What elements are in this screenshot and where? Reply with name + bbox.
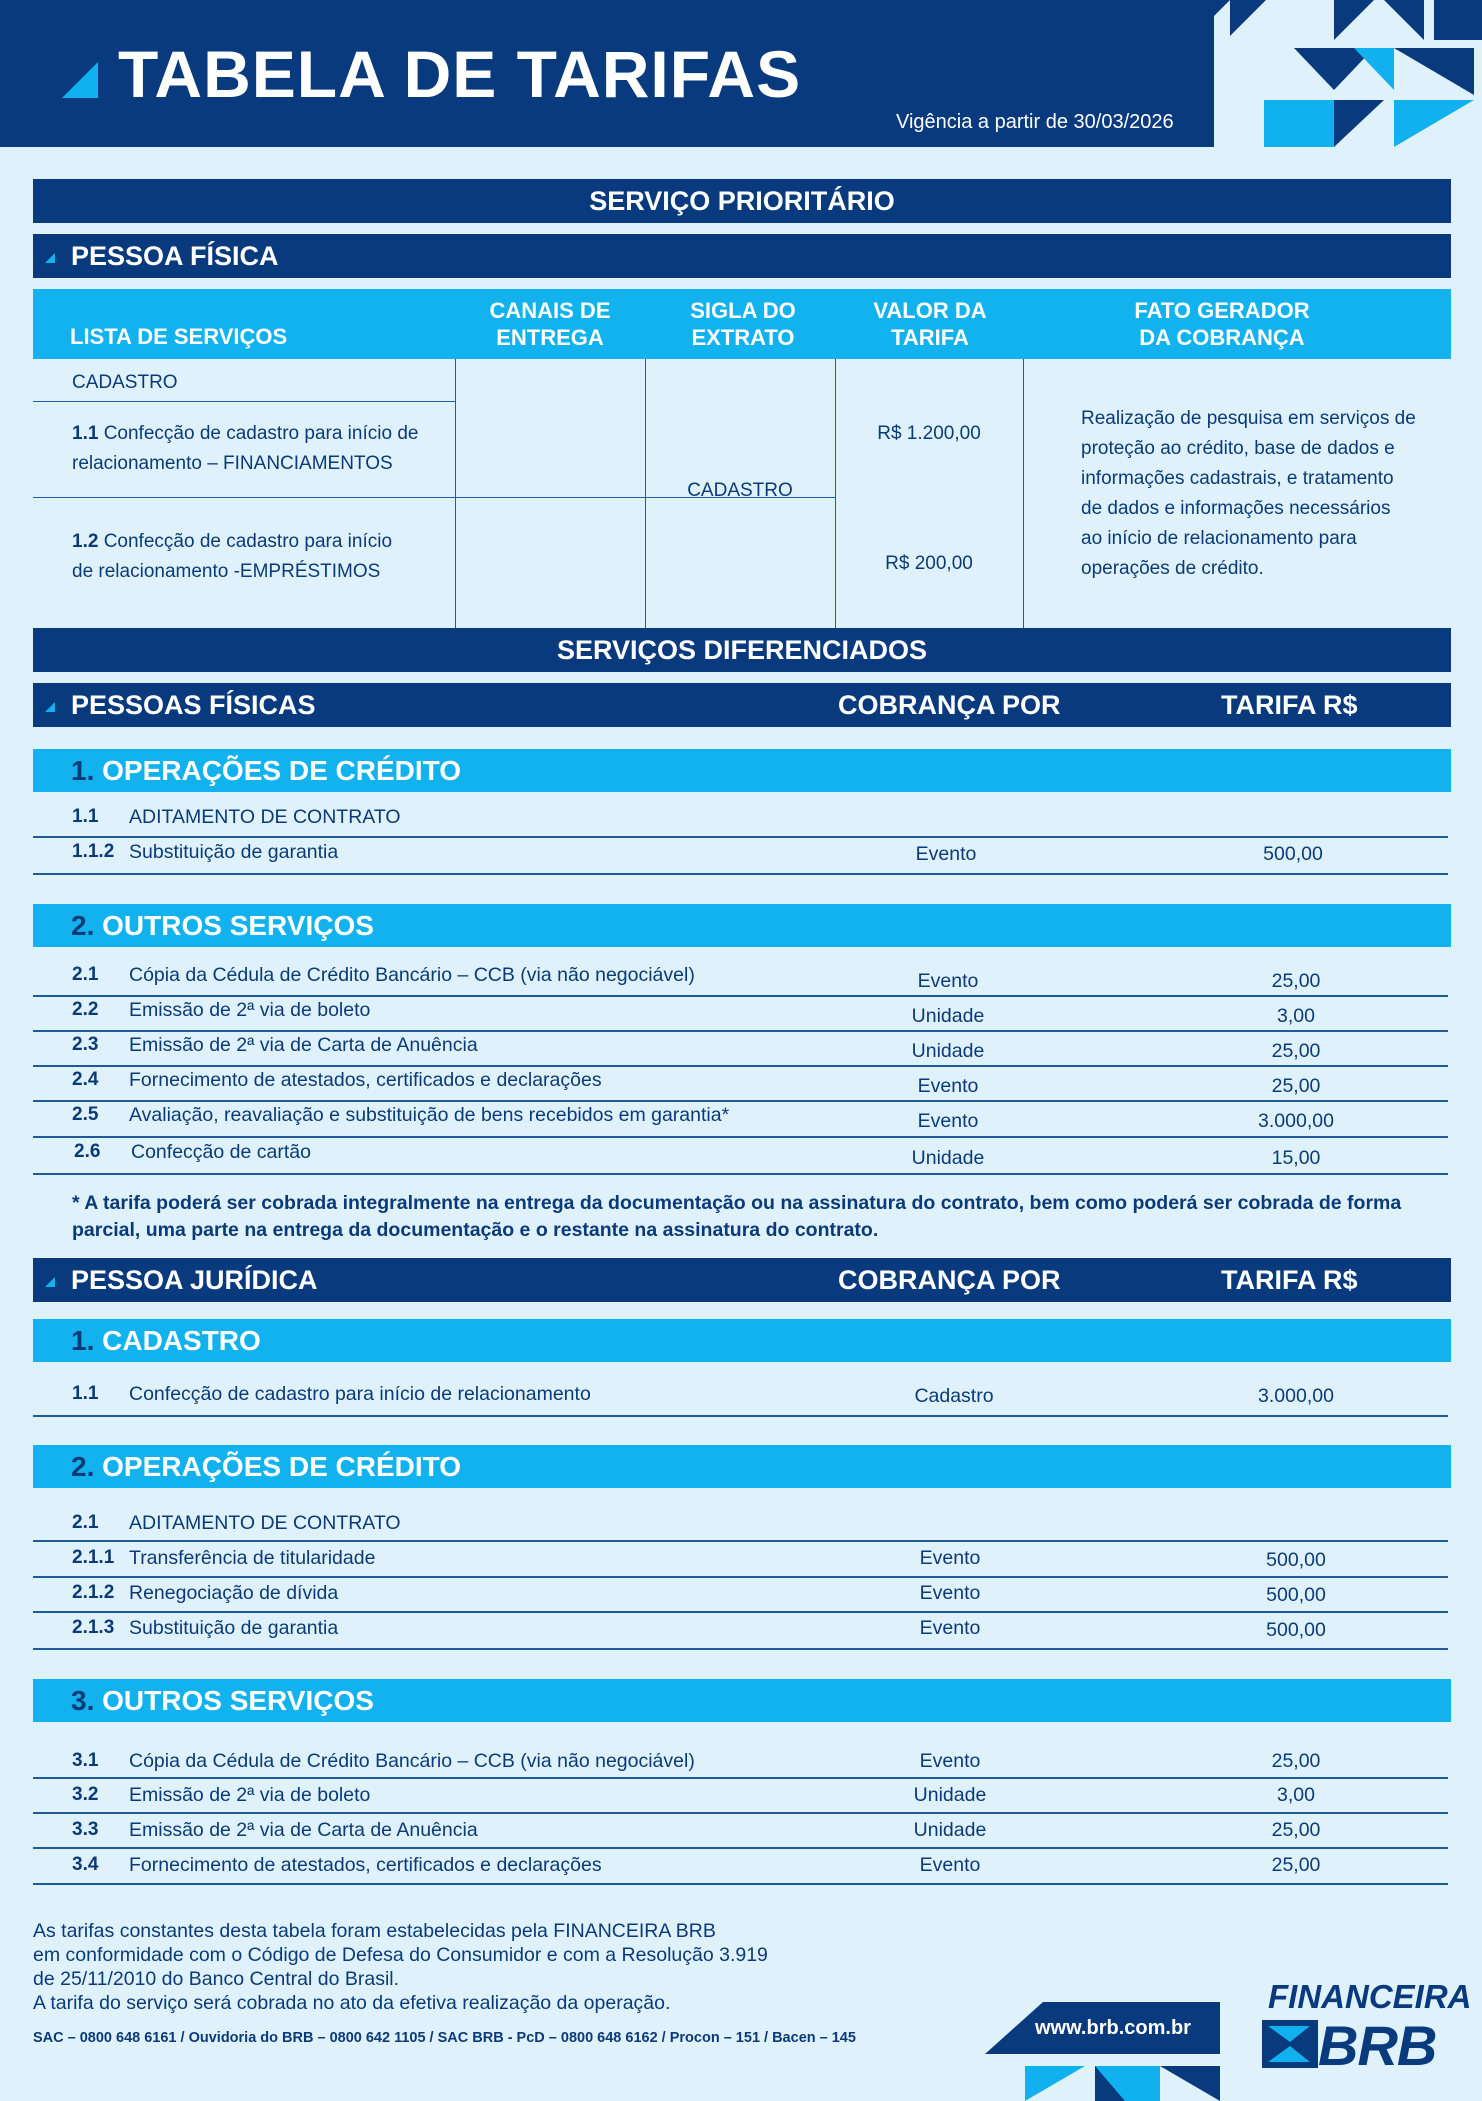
- row-cobranca: Evento: [919, 1854, 981, 1876]
- row-num: 3.1: [72, 1750, 99, 1771]
- row-tarifa: 500,00: [1266, 1584, 1326, 1606]
- row-cobranca: Evento: [917, 1110, 979, 1132]
- segment-label: PESSOA JURÍDICA: [71, 1265, 318, 1295]
- row-cobranca: Unidade: [911, 1147, 985, 1169]
- row-tarifa: 15,00: [1271, 1147, 1321, 1169]
- row-tarifa: 3,00: [1277, 1784, 1315, 1806]
- row-tarifa: 500,00: [1266, 1619, 1326, 1641]
- page-title: TABELA DE TARIFAS: [118, 37, 802, 111]
- col-lista: LISTA DE SERVIÇOS: [70, 324, 288, 349]
- col-cobranca: COBRANÇA POR: [838, 1265, 1061, 1295]
- row-num: 2.4: [72, 1069, 99, 1090]
- triangle-icon: [45, 253, 55, 263]
- row-tarifa: 25,00: [1271, 1040, 1321, 1062]
- prioritario-valor-1: R$ 1.200,00: [877, 423, 981, 444]
- row-desc: Confecção de cadastro para início de relacionamento: [129, 1383, 591, 1405]
- prioritario-fato: Realização de pesquisa em serviços de proteção ao crédito, base de dados e informações cadastrais, e tratamento de dados e informações necessários ao início de relacionamento para operações de crédito.: [1081, 408, 1416, 579]
- triangle-icon: [45, 702, 55, 712]
- section-pj-1: 1. CADASTRO: [33, 1319, 1451, 1362]
- row-cobranca: Evento: [919, 1582, 981, 1604]
- row-cobranca: Evento: [919, 1547, 981, 1569]
- row-tarifa: 25,00: [1271, 1819, 1321, 1841]
- triangle-icon: [62, 62, 98, 98]
- row-cobranca: Evento: [919, 1617, 981, 1639]
- row-desc: Emissão de 2ª via de Carta de Anuência: [129, 1819, 478, 1841]
- prioritario-sigla: CADASTRO: [687, 480, 793, 501]
- website-link[interactable]: www.brb.com.br: [1035, 2017, 1191, 2039]
- col-tarifa: TARIFA R$: [1221, 690, 1358, 720]
- col-tarifa: TARIFA R$: [1221, 1265, 1358, 1295]
- row-num: 2.2: [72, 999, 99, 1020]
- section-pj-3: 3. OUTROS SERVIÇOS: [33, 1679, 1451, 1722]
- footnote: * A tarifa poderá ser cobrada integralmente na entrega da documentação ou na assinatura do contrato, bem como poderá ser cobrada de forma parcial, uma parte na entrega da documentação e o restante na assinatura do contrato.: [72, 1192, 1402, 1241]
- row-num: 1.1.2: [72, 841, 115, 862]
- row-desc: Transferência de titularidade: [129, 1547, 376, 1569]
- row-tarifa: 25,00: [1271, 970, 1321, 992]
- row-tarifa: 3.000,00: [1258, 1110, 1334, 1132]
- prioritario-valor-2: R$ 200,00: [885, 553, 973, 574]
- row-desc: Emissão de 2ª via de Carta de Anuência: [129, 1034, 478, 1056]
- segment-label: PESSOAS FÍSICAS: [71, 690, 316, 720]
- row-num: 3.3: [72, 1819, 99, 1840]
- row-cobranca: Evento: [915, 843, 977, 865]
- prioritario-item-2: 1.2 Confecção de cadastro para início de relacionamento -EMPRÉSTIMOS: [72, 531, 393, 582]
- row-tarifa: 25,00: [1271, 1750, 1321, 1772]
- section-pf-1: 1. OPERAÇÕES DE CRÉDITO: [33, 749, 1451, 792]
- row-tarifa: 500,00: [1266, 1549, 1326, 1571]
- row-num: 2.3: [72, 1034, 99, 1055]
- segment-pf-bar: [33, 234, 1451, 278]
- row-desc: Fornecimento de atestados, certificados e declarações: [129, 1069, 602, 1091]
- row-cobranca: Unidade: [911, 1005, 985, 1027]
- row-num: 3.2: [72, 1784, 99, 1805]
- row-desc: Renegociação de dívida: [129, 1582, 339, 1604]
- triangle-icon: [45, 1277, 55, 1287]
- header-pattern: [1214, 0, 1482, 147]
- row-desc: Cópia da Cédula de Crédito Bancário – CCB (via não negociável): [129, 964, 695, 986]
- row-desc: Substituição de garantia: [129, 841, 339, 863]
- row-tarifa: 3.000,00: [1258, 1385, 1334, 1407]
- row-desc: Confecção de cartão: [131, 1141, 311, 1163]
- row-desc: Substituição de garantia: [129, 1617, 339, 1639]
- row-tarifa: 500,00: [1263, 843, 1323, 865]
- row-desc: Cópia da Cédula de Crédito Bancário – CCB (via não negociável): [129, 1750, 695, 1772]
- row-desc: Fornecimento de atestados, certificados e declarações: [129, 1854, 602, 1876]
- footer-text: As tarifas constantes desta tabela foram estabelecidas pela FINANCEIRA BRB em conformidade com o Código de Defesa do Consumidor e com a Resolução 3.919 de 25/11/2010 do Banco Central do Brasil. A tarifa do serviço será cobrada no ato da efetiva realização da operação.: [33, 1920, 768, 2014]
- diferenciados-title: SERVIÇOS DIFERENCIADOS: [33, 628, 1451, 672]
- prioritario-item-1: 1.1 Confecção de cadastro para início de relacionamento – FINANCIAMENTOS: [72, 423, 419, 474]
- section-pj-2: 2. OPERAÇÕES DE CRÉDITO: [33, 1445, 1451, 1488]
- vigencia-date: Vigência a partir de 30/03/2026: [896, 111, 1174, 133]
- row-num: 2.1: [72, 964, 99, 985]
- prioritario-group: CADASTRO: [72, 372, 178, 393]
- row-num: 2.1: [72, 1512, 99, 1533]
- row-num: 2.1.2: [72, 1582, 115, 1603]
- row-num: 1.1: [72, 1383, 99, 1404]
- contact-info: SAC – 0800 648 6161 / Ouvidoria do BRB – 0800 642 1105 / SAC BRB - PcD – 0800 648 6162 / Procon – 151 / Bacen – 145: [33, 2030, 856, 2046]
- brand-logo-brb: BRB: [1318, 2014, 1437, 2077]
- row-cobranca: Evento: [919, 1750, 981, 1772]
- row-cobranca: Cadastro: [914, 1385, 994, 1407]
- row-num: 2.1.3: [72, 1617, 115, 1638]
- row-desc: ADITAMENTO DE CONTRATO: [129, 1512, 401, 1534]
- brand-logo-text: FINANCEIRA: [1268, 1978, 1472, 2015]
- row-desc: Avaliação, reavaliação e substituição de bens recebidos em garantia*: [129, 1104, 730, 1126]
- row-num: 2.5: [72, 1104, 99, 1125]
- prioritario-title: SERVIÇO PRIORITÁRIO: [33, 179, 1451, 223]
- segment-label: PESSOA FÍSICA: [71, 241, 279, 271]
- row-num: 3.4: [72, 1854, 99, 1875]
- row-num: 1.1: [72, 806, 99, 827]
- section-pf-2: 2. OUTROS SERVIÇOS: [33, 904, 1451, 947]
- row-cobranca: Evento: [917, 1075, 979, 1097]
- row-cobranca: Unidade: [913, 1819, 987, 1841]
- row-desc: Emissão de 2ª via de boleto: [129, 999, 371, 1021]
- col-canais: CANAIS DE ENTREGA: [489, 298, 611, 350]
- row-desc: ADITAMENTO DE CONTRATO: [129, 806, 401, 828]
- row-tarifa: 25,00: [1271, 1854, 1321, 1876]
- col-valor: VALOR DA TARIFA: [873, 298, 987, 350]
- row-num: 2.1.1: [72, 1547, 115, 1568]
- row-desc: Emissão de 2ª via de boleto: [129, 1784, 371, 1806]
- col-cobranca: COBRANÇA POR: [838, 690, 1061, 720]
- row-cobranca: Unidade: [911, 1040, 985, 1062]
- row-tarifa: 3,00: [1277, 1005, 1315, 1027]
- row-cobranca: Unidade: [913, 1784, 987, 1806]
- row-tarifa: 25,00: [1271, 1075, 1321, 1097]
- brand-logo-icon: [1262, 2020, 1318, 2068]
- col-sigla: SIGLA DO EXTRATO: [690, 298, 796, 350]
- row-cobranca: Evento: [917, 970, 979, 992]
- row-num: 2.6: [74, 1141, 101, 1162]
- col-fato: FATO GERADOR DA COBRANÇA: [1134, 298, 1310, 350]
